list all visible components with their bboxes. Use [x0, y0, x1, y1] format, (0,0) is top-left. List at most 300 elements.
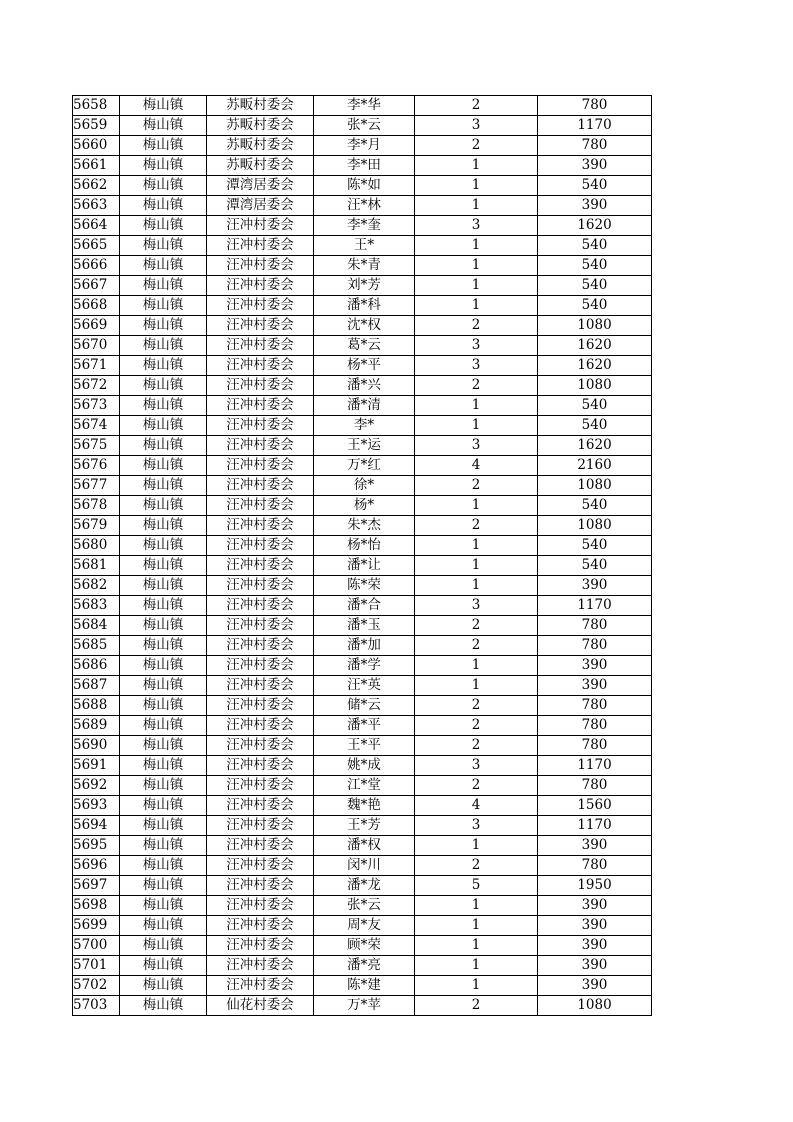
village-cell: 苏畈村委会 [207, 136, 314, 156]
town-cell: 梅山镇 [120, 816, 207, 836]
amount-cell: 390 [538, 156, 652, 176]
town-cell: 梅山镇 [120, 456, 207, 476]
amount-cell: 390 [538, 656, 652, 676]
row-id-cell: 5678 [73, 496, 120, 516]
village-cell: 苏畈村委会 [207, 116, 314, 136]
name-cell: 王* [314, 236, 415, 256]
amount-cell: 780 [538, 856, 652, 876]
amount-cell: 390 [538, 936, 652, 956]
amount-cell: 1080 [538, 376, 652, 396]
name-cell: 王*平 [314, 736, 415, 756]
row-id-cell: 5665 [73, 236, 120, 256]
amount-cell: 1620 [538, 356, 652, 376]
amount-cell: 540 [538, 416, 652, 436]
count-cell: 2 [415, 996, 538, 1016]
town-cell: 梅山镇 [120, 756, 207, 776]
count-cell: 1 [415, 396, 538, 416]
name-cell: 江*堂 [314, 776, 415, 796]
amount-cell: 540 [538, 556, 652, 576]
town-cell: 梅山镇 [120, 476, 207, 496]
name-cell: 潘*清 [314, 396, 415, 416]
table-row [73, 976, 652, 996]
amount-cell: 390 [538, 836, 652, 856]
data-table [72, 95, 652, 1016]
village-cell: 汪冲村委会 [207, 796, 314, 816]
count-cell: 3 [415, 596, 538, 616]
amount-cell: 1080 [538, 476, 652, 496]
amount-cell: 1080 [538, 996, 652, 1016]
count-cell: 2 [415, 136, 538, 156]
village-cell: 汪冲村委会 [207, 276, 314, 296]
name-cell: 杨* [314, 496, 415, 516]
table-row [73, 176, 652, 196]
village-cell: 汪冲村委会 [207, 976, 314, 996]
name-cell: 李*田 [314, 156, 415, 176]
name-cell: 张*云 [314, 116, 415, 136]
count-cell: 2 [415, 616, 538, 636]
amount-cell: 780 [538, 136, 652, 156]
town-cell: 梅山镇 [120, 616, 207, 636]
count-cell: 3 [415, 216, 538, 236]
town-cell: 梅山镇 [120, 556, 207, 576]
count-cell: 1 [415, 956, 538, 976]
village-cell: 汪冲村委会 [207, 916, 314, 936]
count-cell: 3 [415, 436, 538, 456]
name-cell: 陈*如 [314, 176, 415, 196]
table-row [73, 416, 652, 436]
amount-cell: 780 [538, 776, 652, 796]
count-cell: 3 [415, 816, 538, 836]
table-row [73, 276, 652, 296]
count-cell: 1 [415, 896, 538, 916]
amount-cell: 390 [538, 576, 652, 596]
table-row [73, 396, 652, 416]
count-cell: 5 [415, 876, 538, 896]
count-cell: 1 [415, 156, 538, 176]
village-cell: 汪冲村委会 [207, 776, 314, 796]
table-row [73, 876, 652, 896]
table-row [73, 136, 652, 156]
village-cell: 苏畈村委会 [207, 156, 314, 176]
table-row [73, 816, 652, 836]
row-id-cell: 5674 [73, 416, 120, 436]
name-cell: 姚*成 [314, 756, 415, 776]
table-row [73, 356, 652, 376]
row-id-cell: 5672 [73, 376, 120, 396]
village-cell: 汪冲村委会 [207, 596, 314, 616]
table-row [73, 956, 652, 976]
village-cell: 汪冲村委会 [207, 636, 314, 656]
row-id-cell: 5687 [73, 676, 120, 696]
town-cell: 梅山镇 [120, 336, 207, 356]
town-cell: 梅山镇 [120, 996, 207, 1016]
name-cell: 张*云 [314, 896, 415, 916]
count-cell: 1 [415, 676, 538, 696]
town-cell: 梅山镇 [120, 256, 207, 276]
row-id-cell: 5696 [73, 856, 120, 876]
town-cell: 梅山镇 [120, 156, 207, 176]
table-row [73, 96, 652, 116]
row-id-cell: 5666 [73, 256, 120, 276]
name-cell: 潘*龙 [314, 876, 415, 896]
count-cell: 2 [415, 716, 538, 736]
name-cell: 周*友 [314, 916, 415, 936]
town-cell: 梅山镇 [120, 856, 207, 876]
name-cell: 潘*让 [314, 556, 415, 576]
name-cell: 汪*英 [314, 676, 415, 696]
row-id-cell: 5694 [73, 816, 120, 836]
row-id-cell: 5667 [73, 276, 120, 296]
town-cell: 梅山镇 [120, 236, 207, 256]
amount-cell: 780 [538, 96, 652, 116]
count-cell: 3 [415, 116, 538, 136]
table-row [73, 376, 652, 396]
village-cell: 汪冲村委会 [207, 236, 314, 256]
village-cell: 汪冲村委会 [207, 356, 314, 376]
village-cell: 潭湾居委会 [207, 196, 314, 216]
village-cell: 汪冲村委会 [207, 416, 314, 436]
table-row [73, 296, 652, 316]
row-id-cell: 5693 [73, 796, 120, 816]
count-cell: 2 [415, 376, 538, 396]
count-cell: 1 [415, 836, 538, 856]
town-cell: 梅山镇 [120, 96, 207, 116]
name-cell: 潘*科 [314, 296, 415, 316]
table-row [73, 636, 652, 656]
table-row [73, 316, 652, 336]
table-row [73, 196, 652, 216]
town-cell: 梅山镇 [120, 736, 207, 756]
amount-cell: 1950 [538, 876, 652, 896]
table-row [73, 936, 652, 956]
row-id-cell: 5664 [73, 216, 120, 236]
table-row [73, 576, 652, 596]
town-cell: 梅山镇 [120, 516, 207, 536]
name-cell: 潘*学 [314, 656, 415, 676]
name-cell: 葛*云 [314, 336, 415, 356]
table-body [73, 96, 652, 1016]
town-cell: 梅山镇 [120, 276, 207, 296]
amount-cell: 540 [538, 536, 652, 556]
town-cell: 梅山镇 [120, 176, 207, 196]
town-cell: 梅山镇 [120, 936, 207, 956]
village-cell: 汪冲村委会 [207, 536, 314, 556]
count-cell: 1 [415, 176, 538, 196]
name-cell: 潘*玉 [314, 616, 415, 636]
village-cell: 汪冲村委会 [207, 736, 314, 756]
amount-cell: 780 [538, 636, 652, 656]
village-cell: 汪冲村委会 [207, 316, 314, 336]
row-id-cell: 5677 [73, 476, 120, 496]
village-cell: 汪冲村委会 [207, 856, 314, 876]
name-cell: 陈*荣 [314, 576, 415, 596]
row-id-cell: 5683 [73, 596, 120, 616]
amount-cell: 1620 [538, 216, 652, 236]
amount-cell: 540 [538, 496, 652, 516]
town-cell: 梅山镇 [120, 376, 207, 396]
name-cell: 李*月 [314, 136, 415, 156]
table-row [73, 216, 652, 236]
row-id-cell: 5658 [73, 96, 120, 116]
town-cell: 梅山镇 [120, 116, 207, 136]
count-cell: 1 [415, 276, 538, 296]
row-id-cell: 5659 [73, 116, 120, 136]
count-cell: 1 [415, 556, 538, 576]
row-id-cell: 5676 [73, 456, 120, 476]
row-id-cell: 5662 [73, 176, 120, 196]
amount-cell: 1560 [538, 796, 652, 816]
row-id-cell: 5700 [73, 936, 120, 956]
town-cell: 梅山镇 [120, 356, 207, 376]
row-id-cell: 5691 [73, 756, 120, 776]
town-cell: 梅山镇 [120, 916, 207, 936]
name-cell: 潘*亮 [314, 956, 415, 976]
name-cell: 王*运 [314, 436, 415, 456]
row-id-cell: 5692 [73, 776, 120, 796]
village-cell: 汪冲村委会 [207, 496, 314, 516]
amount-cell: 1080 [538, 316, 652, 336]
table-row [73, 696, 652, 716]
town-cell: 梅山镇 [120, 956, 207, 976]
table-row [73, 256, 652, 276]
row-id-cell: 5702 [73, 976, 120, 996]
town-cell: 梅山镇 [120, 216, 207, 236]
table-row [73, 756, 652, 776]
town-cell: 梅山镇 [120, 716, 207, 736]
village-cell: 汪冲村委会 [207, 956, 314, 976]
table-row [73, 856, 652, 876]
village-cell: 汪冲村委会 [207, 376, 314, 396]
row-id-cell: 5663 [73, 196, 120, 216]
table-row [73, 776, 652, 796]
town-cell: 梅山镇 [120, 696, 207, 716]
village-cell: 汪冲村委会 [207, 296, 314, 316]
village-cell: 汪冲村委会 [207, 876, 314, 896]
amount-cell: 1620 [538, 336, 652, 356]
village-cell: 汪冲村委会 [207, 516, 314, 536]
amount-cell: 780 [538, 616, 652, 636]
row-id-cell: 5690 [73, 736, 120, 756]
name-cell: 李*奎 [314, 216, 415, 236]
document-page [72, 95, 652, 1016]
table-row [73, 716, 652, 736]
count-cell: 1 [415, 296, 538, 316]
count-cell: 2 [415, 96, 538, 116]
row-id-cell: 5703 [73, 996, 120, 1016]
amount-cell: 780 [538, 696, 652, 716]
village-cell: 汪冲村委会 [207, 216, 314, 236]
town-cell: 梅山镇 [120, 976, 207, 996]
table-row [73, 496, 652, 516]
name-cell: 汪*林 [314, 196, 415, 216]
town-cell: 梅山镇 [120, 796, 207, 816]
village-cell: 汪冲村委会 [207, 896, 314, 916]
row-id-cell: 5675 [73, 436, 120, 456]
row-id-cell: 5686 [73, 656, 120, 676]
name-cell: 杨*怡 [314, 536, 415, 556]
count-cell: 2 [415, 316, 538, 336]
amount-cell: 1170 [538, 116, 652, 136]
amount-cell: 540 [538, 256, 652, 276]
town-cell: 梅山镇 [120, 656, 207, 676]
village-cell: 汪冲村委会 [207, 436, 314, 456]
amount-cell: 1620 [538, 436, 652, 456]
table-row [73, 996, 652, 1016]
village-cell: 汪冲村委会 [207, 456, 314, 476]
town-cell: 梅山镇 [120, 776, 207, 796]
row-id-cell: 5698 [73, 896, 120, 916]
count-cell: 3 [415, 356, 538, 376]
count-cell: 1 [415, 976, 538, 996]
town-cell: 梅山镇 [120, 596, 207, 616]
village-cell: 苏畈村委会 [207, 96, 314, 116]
town-cell: 梅山镇 [120, 196, 207, 216]
name-cell: 徐* [314, 476, 415, 496]
name-cell: 潘*权 [314, 836, 415, 856]
table-row [73, 596, 652, 616]
name-cell: 沈*权 [314, 316, 415, 336]
table-row [73, 116, 652, 136]
amount-cell: 390 [538, 916, 652, 936]
row-id-cell: 5689 [73, 716, 120, 736]
count-cell: 2 [415, 636, 538, 656]
town-cell: 梅山镇 [120, 436, 207, 456]
town-cell: 梅山镇 [120, 636, 207, 656]
amount-cell: 390 [538, 976, 652, 996]
count-cell: 4 [415, 456, 538, 476]
row-id-cell: 5697 [73, 876, 120, 896]
table-row [73, 536, 652, 556]
count-cell: 1 [415, 536, 538, 556]
town-cell: 梅山镇 [120, 496, 207, 516]
amount-cell: 2160 [538, 456, 652, 476]
count-cell: 1 [415, 256, 538, 276]
name-cell: 潘*平 [314, 716, 415, 736]
amount-cell: 1170 [538, 756, 652, 776]
name-cell: 刘*芳 [314, 276, 415, 296]
amount-cell: 540 [538, 176, 652, 196]
row-id-cell: 5699 [73, 916, 120, 936]
row-id-cell: 5684 [73, 616, 120, 636]
amount-cell: 780 [538, 736, 652, 756]
town-cell: 梅山镇 [120, 876, 207, 896]
row-id-cell: 5668 [73, 296, 120, 316]
table-row [73, 616, 652, 636]
amount-cell: 1170 [538, 596, 652, 616]
count-cell: 4 [415, 796, 538, 816]
amount-cell: 540 [538, 236, 652, 256]
table-row [73, 436, 652, 456]
amount-cell: 390 [538, 676, 652, 696]
row-id-cell: 5670 [73, 336, 120, 356]
amount-cell: 780 [538, 716, 652, 736]
row-id-cell: 5695 [73, 836, 120, 856]
name-cell: 魏*艳 [314, 796, 415, 816]
row-id-cell: 5673 [73, 396, 120, 416]
village-cell: 汪冲村委会 [207, 656, 314, 676]
count-cell: 1 [415, 656, 538, 676]
village-cell: 汪冲村委会 [207, 256, 314, 276]
table-row [73, 896, 652, 916]
row-id-cell: 5688 [73, 696, 120, 716]
village-cell: 汪冲村委会 [207, 576, 314, 596]
village-cell: 汪冲村委会 [207, 716, 314, 736]
table-row [73, 456, 652, 476]
table-row [73, 516, 652, 536]
village-cell: 汪冲村委会 [207, 676, 314, 696]
name-cell: 朱*杰 [314, 516, 415, 536]
count-cell: 1 [415, 196, 538, 216]
count-cell: 3 [415, 336, 538, 356]
town-cell: 梅山镇 [120, 836, 207, 856]
amount-cell: 390 [538, 956, 652, 976]
village-cell: 汪冲村委会 [207, 396, 314, 416]
amount-cell: 1170 [538, 816, 652, 836]
count-cell: 2 [415, 856, 538, 876]
town-cell: 梅山镇 [120, 316, 207, 336]
amount-cell: 390 [538, 196, 652, 216]
name-cell: 朱*青 [314, 256, 415, 276]
count-cell: 2 [415, 736, 538, 756]
name-cell: 潘*合 [314, 596, 415, 616]
table-row [73, 836, 652, 856]
village-cell: 汪冲村委会 [207, 756, 314, 776]
name-cell: 陈*建 [314, 976, 415, 996]
village-cell: 汪冲村委会 [207, 336, 314, 356]
row-id-cell: 5701 [73, 956, 120, 976]
row-id-cell: 5685 [73, 636, 120, 656]
count-cell: 2 [415, 476, 538, 496]
count-cell: 2 [415, 516, 538, 536]
row-id-cell: 5669 [73, 316, 120, 336]
amount-cell: 540 [538, 396, 652, 416]
name-cell: 李*华 [314, 96, 415, 116]
amount-cell: 540 [538, 296, 652, 316]
row-id-cell: 5682 [73, 576, 120, 596]
amount-cell: 540 [538, 276, 652, 296]
village-cell: 汪冲村委会 [207, 816, 314, 836]
table-row [73, 156, 652, 176]
amount-cell: 390 [538, 896, 652, 916]
village-cell: 仙花村委会 [207, 996, 314, 1016]
village-cell: 汪冲村委会 [207, 836, 314, 856]
name-cell: 储*云 [314, 696, 415, 716]
table-row [73, 676, 652, 696]
name-cell: 万*苹 [314, 996, 415, 1016]
name-cell: 万*红 [314, 456, 415, 476]
name-cell: 潘*兴 [314, 376, 415, 396]
town-cell: 梅山镇 [120, 576, 207, 596]
village-cell: 汪冲村委会 [207, 936, 314, 956]
table-row [73, 796, 652, 816]
count-cell: 1 [415, 416, 538, 436]
table-row [73, 556, 652, 576]
town-cell: 梅山镇 [120, 896, 207, 916]
count-cell: 1 [415, 496, 538, 516]
table-row [73, 736, 652, 756]
count-cell: 3 [415, 756, 538, 776]
count-cell: 1 [415, 236, 538, 256]
row-id-cell: 5660 [73, 136, 120, 156]
town-cell: 梅山镇 [120, 416, 207, 436]
amount-cell: 1080 [538, 516, 652, 536]
name-cell: 李* [314, 416, 415, 436]
count-cell: 2 [415, 776, 538, 796]
name-cell: 王*芳 [314, 816, 415, 836]
table-row [73, 916, 652, 936]
town-cell: 梅山镇 [120, 536, 207, 556]
town-cell: 梅山镇 [120, 136, 207, 156]
